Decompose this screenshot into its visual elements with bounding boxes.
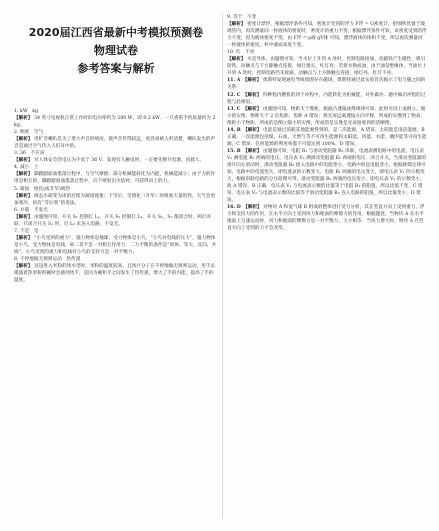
explanation-tag: 13. C 【解析】 [227, 106, 262, 112]
answer-line [14, 256, 218, 263]
explanation-paragraph [227, 204, 427, 232]
explanation-text: “小鸟受到的重力”，施力物体是地球，受力物体是小鸟，“小鸟对电线的压力”，施力物体是小鸟，受力物体是电线，故二者不是一对相互作用力．二力平衡的条件是“同体、等大、反向、共线”，小鸟受到的重力和电线对小鸟的支持力是一对平衡力。 [14, 235, 217, 255]
answer-line [14, 150, 218, 157]
explanation-text: 由题图可知，电阻 R₁ 与滑动变阻器 R₂ 串联，电流表测电路中的电流，电压表 V₁ 测电阻 R₁ 两端的电压，电压表 V₂ 测滑动变阻器 R₂ 两端的电压．闭合开关，当滑动变阻器的滑片向左滑动时，滑动变阻器 R₂ 接入电路中的电阻变小，电路中的总电阻变小，根据欧姆定律可知，电路中的电流变大，即电流表的示数变大，电阻 R₁ 两端的电压变大，即电压表 V₁ 的示数变大，根据串联电路的分压原理可得，滑动变阻器 R₂ 两端的电压变小，即电压表 V₂ 的示数变小，故 A 错误，B 正确．电压表 V₁ 与电流表示数的比值等于电阻 R₁ 的阻值，所以比值不变，C 错误．电压表 V₂ 与电流表示数的比值等于滑动变阻器 R₂ 连入电路的阻值，所以比值变小，D 错误。 [227, 148, 427, 204]
answer-line [14, 129, 218, 136]
explanation-paragraph [14, 214, 218, 228]
explanation-tag: 【解析】 [14, 193, 33, 199]
right-answer-list [227, 14, 427, 232]
answer-line [14, 207, 218, 214]
answer-text: 7. 不是 是 [14, 228, 39, 234]
explanation-text: 四种程内燃机的四个冲程中，内能转化为机械能，对外做功．题中做功冲程的过程与此相似。 [227, 92, 426, 105]
explanation-paragraph [227, 92, 427, 106]
answer-text: 9. 等于 不变 [227, 15, 257, 20]
explanation-tag: 16. D 【解析】 [227, 205, 262, 211]
answer-line [14, 186, 218, 193]
explanation-tag: 14. B 【解析】 [227, 127, 262, 133]
right-column [227, 14, 427, 232]
explanation-tag: 12. C 【解析】 [227, 92, 262, 98]
answer-line [14, 228, 218, 235]
explanation-tag: 【解析】 [14, 158, 33, 164]
left-column [14, 14, 218, 284]
explanation-tag: 【解析】 [14, 214, 33, 220]
explanation-paragraph [14, 235, 218, 256]
explanation-text: 液态水凝变为冰的过程为凝固现象；下雪后，雪熔化（升华）时吸收大量的热，天气会更加寒冷，故有“雪后寒”的说法。 [14, 193, 216, 206]
left-answer-list [14, 108, 218, 284]
column-divider [222, 14, 223, 519]
explanation-paragraph [227, 106, 427, 127]
explanation-text: 用扩音喇叭是为了增大声音的响度，使声音传得较远，更容易被人听清楚。喇叭发出的声音是通过空气传入人们耳中的。 [14, 137, 216, 150]
answer-line [227, 14, 427, 21]
explanation-tag: 【解析】 [227, 57, 246, 63]
title-line-3: 参考答案与解析 [77, 62, 155, 75]
answer-line [227, 49, 427, 56]
answer-line [14, 108, 218, 115]
title-line-1: 2020届江西省最新中考模拟预测卷 [28, 26, 204, 39]
answer-text: 8. 不停地做无规则运动 热传递 [14, 256, 81, 262]
explanation-text: 电能是通过消耗其他能源得到的，是二次能源，A 错误．太阳能是清洁能源，B 正确．一次能源包括煤、石油、天然气等不可再生能源和太阳能、风能、水能、潮汐能等可再生能源，C 错误．任何能源的利用率都不可能达到 100%，D 错误。 [227, 127, 427, 147]
explanation-tag: 【解析】 [14, 116, 33, 122]
answer-text: 3. 36 不应该 [14, 151, 45, 157]
document-title [14, 24, 218, 78]
explanation-paragraph [227, 21, 427, 49]
explanation-paragraph [14, 263, 218, 284]
explanation-text: 34 英寸电视机正常工作时的电功率约为 200 W，即 0.2 kW．一只香蕉手约质量约为 2 kg。 [14, 116, 216, 129]
explanation-tag: 【解析】 [227, 22, 246, 28]
title-line-2: 物理试卷 [93, 44, 139, 57]
answer-text: 1. kW kg [14, 109, 39, 114]
explanation-text: 由题图可知，物距大于像距，根据凸透镜成像规律可知，此时光屏上成倒立、缩小的实像，物距大于 2 倍焦距，焦距 A 错误；将光屏远离透镜方向平移，所成的实像到了物高，像距小于物距，所成的是倒立缩小的实像，所成的是实像是光屏接收到的清晰像。 [227, 106, 426, 126]
explanation-tag: 【解析】 [14, 264, 33, 270]
explanation-paragraph [14, 136, 218, 150]
explanation-paragraph [227, 56, 427, 77]
answer-text: 4. 减小 上 [14, 165, 39, 171]
explanation-paragraph [14, 157, 218, 164]
explanation-text: 对物块 A 和氢气球 B 组成的整体进行受力分析，其在竖直方向上受到重力、浮力和支持力的作用，在水平方向上受到风力和地面的摩擦力的作用。根据题意，当物块 A 在水平地面上匀速运动时，风力和地面的摩擦力是一对平衡力，大小相等．当风力增大时，物块 A 在竖直方向上受到的力不会改变。 [227, 205, 425, 232]
answer-text: 5. 凝固 熔化(或升华)吸热 [14, 186, 71, 192]
explanation-paragraph [227, 77, 427, 91]
explanation-text: 脚踏踏面油墨落过程中，与空气摩擦，部分机械能转化为内能，机械能减小；由于力的作用是相互的，脚踏踏面油墨落过程中，向下喷射出火焰时，可获得向上的力。 [14, 172, 216, 185]
explanation-tag: 【解析】 [14, 172, 33, 178]
explanation-tag: 【解析】 [14, 137, 33, 143]
explanation-tag: 【解析】 [14, 235, 33, 241]
explanation-text: 奥斯特发现通电导线周围存在磁场，奥斯特通过此实验首次揭示了电与磁之间的关系. [227, 78, 426, 91]
explanation-paragraph [14, 193, 218, 207]
explanation-paragraph [14, 171, 218, 185]
answer-line [14, 164, 218, 171]
explanation-paragraph [227, 127, 427, 148]
answer-text: 2. 响度 空气 [14, 130, 44, 136]
explanation-text: 密度计漂浮，根据漂浮条件可知，密度计受到的浮力 F浮 = G密度计，把细铁丝置于玻璃管内，再次测量同一杯液体的密度时，密度计的重力不变，根据漂浮条件可知，该密度受到的浮力不变，因为液体密度不变，由 F浮 = ρ液 gV排 可知，漂浮液体的体积不变，所以再次测量同一杯液体的密度，杯中液面高度不变。 [227, 22, 427, 49]
answer-text: 10. 红 不亮 [227, 50, 255, 56]
explanation-text: 由题图可知，开关 S₁ 控制灯 L₁，开关 S₂ 控制灯 L₂，开关 S₁、S₂ 都闭合时，两灯并联．只闭合开关 S₁ 时，灯 L₂ 未连入电路，不发光。 [14, 214, 212, 227]
explanation-text: 水是导体，由题图可知，当水位上升到 A 处时，控制电路接通，电磁铁产生磁性，吸引衔铁，动触点与下方静触点连接，绿灯熄灭，红灯亮；若将水换成油，由于油是绝缘体，当油位上升到 A 处时，控制电路仍未接通，动触点与上方静触点连接，绿灯亮，红灯不亮。 [227, 57, 427, 77]
explanation-paragraph [14, 115, 218, 129]
explanation-paragraph [227, 148, 427, 204]
explanation-text: 对人体安全的电压为不高于 36 V．发现有人触电时，一定要先断开电源，再救人。 [34, 158, 205, 164]
answer-text: 6. 并联 不发光 [14, 207, 48, 213]
explanation-tag: 11. A 【解析】 [227, 78, 262, 84]
explanation-tag: 15. B 【解析】 [227, 148, 262, 154]
explanation-text: 送设进入米粉的汤水里时，米粉的温度较高，且汤汁分子在不停地做无规则运动，用手去摸盛着热米粉的碗时会感到烫手，是因为碗和手之间发生了热传递，增大了手的内能，提高了手的温度。 [14, 264, 216, 284]
